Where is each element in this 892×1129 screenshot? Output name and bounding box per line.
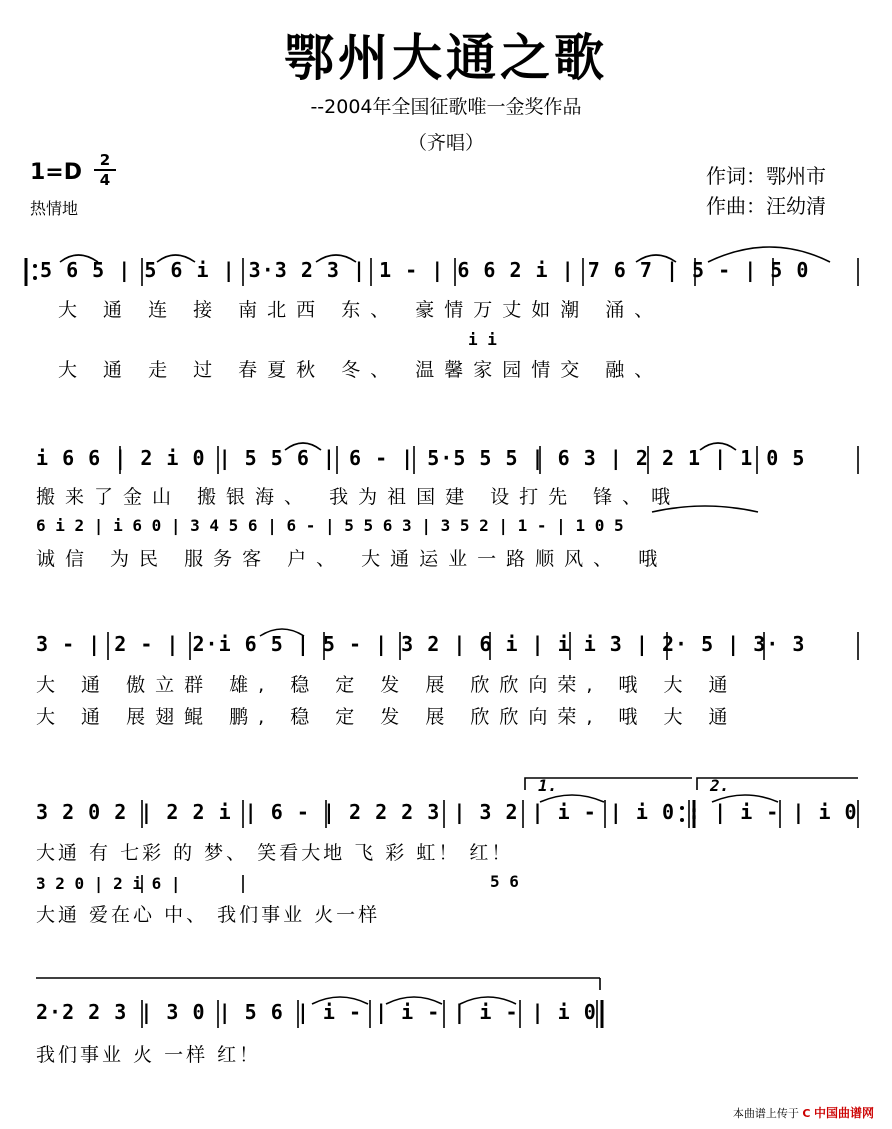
system-2-extra-notes: 6 i 2 | i 6 0 | 3 4 5 6 | 6 - | 5 5 6 3 | 3 5 2 | 1 - | 1 0 5 (36, 516, 624, 535)
system-1-lyrics-verse-1: 大 通 连 接 南北西 东、 豪情万丈如潮 涌、 (58, 299, 664, 321)
system-2-lyrics-verse-2: 诚信 为民 服务客 户、 大通运业一路顺风、 哦 (36, 548, 668, 570)
performance-mode: （齐唱） (407, 132, 484, 154)
footer-site-name: 中国曲谱网 (813, 1106, 874, 1120)
composer-credit: 作曲：汪幼清 (706, 194, 826, 218)
key-signature: 1=D (30, 160, 83, 185)
system-2-lyrics-verse-1: 搬来了金山 搬银海、 我为祖国建 设打先 锋、哦 (36, 486, 681, 508)
lyricist-credit: 作词：鄂州市 (706, 164, 826, 188)
volta-1-label: 1. (538, 776, 558, 795)
time-signature-top: 2 (99, 151, 111, 169)
system-4-lyrics-verse-1: 大通 有 七彩 的 梦、 笑看大地 飞 彩 虹！ 红！ (36, 842, 514, 864)
song-title: 鄂州大通之歌 (284, 28, 608, 87)
system-2-notes: i 6 6 | 2 i 0 | 5 5 6 | 6 - | 5·5 5 5 | 6 3 | 2 2 1 | 1 0 5 (36, 446, 806, 470)
system-4-extra-notes: 3 2 0 | 2 i 6 | (36, 874, 181, 893)
system-4-small-notes: 5 6 (490, 872, 519, 891)
song-subtitle: --2004年全国征歌唯一金奖作品 (310, 96, 582, 118)
system-5-notes: 2·2 2 3 | 3 0 | 5 6 | i - | i - | i - | i 0 (36, 1000, 597, 1024)
volta-2-label: 2. (710, 776, 730, 795)
system-1-extra-notes: i i (468, 330, 497, 349)
system-4-notes: 3 2 0 2 | 2 2 i | 6 - | 2 2 2 3 | 3 2 | i - | i 0 : | i - | i 0 (36, 800, 858, 824)
site-logo-icon: C (802, 1107, 811, 1120)
system-3-lyrics-verse-1: 大 通 傲立群 雄, 稳 定 发 展 欣欣向荣, 哦 大 通 (36, 674, 738, 696)
time-signature-bottom: 4 (99, 171, 111, 189)
system-1-notes: 5 6 5 | 5 6 i | 3·3 2 3 | 1 - | 6 6 2 i | 7 6 7 | 5 - | 5 0 (40, 258, 810, 282)
footer-watermark (733, 1104, 874, 1121)
system-4-lyrics-verse-2: 大通 爱在心 中、 我们事业 火一样 (36, 904, 381, 926)
system-5-lyrics: 我们事业 火 一样 红！ (36, 1044, 262, 1066)
system-3-lyrics-verse-2: 大 通 展翅鲲 鹏, 稳 定 发 展 欣欣向荣, 哦 大 通 (36, 706, 738, 728)
footer-uploaded-text: 本曲谱上传于 (732, 1107, 799, 1120)
system-1-lyrics-verse-2: 大 通 走 过 春夏秋 冬、 温馨家园情交 融、 (58, 359, 664, 381)
tempo-marking: 热情地 (30, 199, 79, 218)
system-3-notes: 3 - | 2 - | 2·i 6 5 | 5 - | 3 2 | 6 i | i i 3 | 2· 5 | 3· 3 (36, 632, 806, 656)
